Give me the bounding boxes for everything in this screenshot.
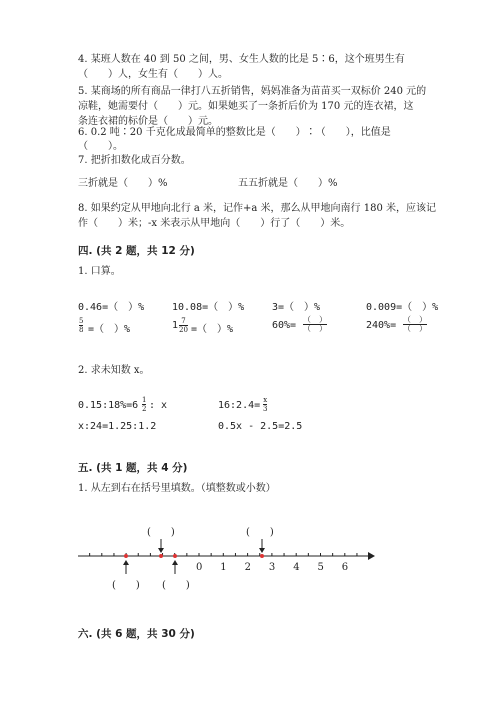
eq-2-fraction: x 3 <box>263 396 268 413</box>
eq-1-fraction: 1 2 <box>142 396 147 413</box>
eq-4: 0.5x - 2.5=2.5 <box>218 421 303 432</box>
tick-label: 1 <box>220 562 227 573</box>
q5-line2: 凉鞋，她需要付（ ）元。如果她买了一条折后价为 170 元的连衣裙，这 <box>78 101 414 112</box>
calc-r2c4-blank-fraction: （ ） （ ） <box>403 315 427 333</box>
tick-label: 0 <box>196 562 203 573</box>
eq-3: x:24=1.25:1.2 <box>78 421 157 432</box>
arrow-down-2-head <box>259 548 265 553</box>
calc-r1c2: 10.08=（ ）% <box>172 302 245 313</box>
fraction-denominator: 8 <box>79 326 84 334</box>
q4-line2: （ ）人，女生有（ ）人。 <box>78 69 228 80</box>
number-line-arrowhead <box>368 552 375 560</box>
calc-r2c1: =（ ）% <box>88 324 131 335</box>
q5-line3: 条连衣裙的标价是（ ）元。 <box>78 116 218 127</box>
fraction-denominator: 20 <box>179 326 188 334</box>
fraction-numerator: 5 <box>79 317 84 325</box>
tick-label: 5 <box>317 562 324 573</box>
eq-1b: : x <box>149 400 168 411</box>
q7-item-b: 五五折就是（ ）% <box>238 178 338 189</box>
tick-label: 4 <box>293 562 300 573</box>
section-6-heading: 六. (共 6 题，共 30 分) <box>78 628 195 640</box>
numberline-blank-top-2: ( ) <box>246 527 274 538</box>
calc-r1c4: 0.009=（ ）% <box>366 302 439 313</box>
q4-line1: 4. 某班人数在 40 到 50 之间，男、女生人数的比是 5∶6，这个班男生有 <box>78 54 405 65</box>
numberline-blank-bottom-1: ( ) <box>112 580 140 591</box>
tick-label: 2 <box>244 562 251 573</box>
s5-q1-title: 1. 从左到右在括号里填数。（填整数或小数） <box>78 483 276 494</box>
number-line-point <box>159 554 163 558</box>
fraction-numerator: 7 <box>181 317 186 325</box>
section-5-heading: 五. (共 1 题，共 4 分) <box>78 462 188 474</box>
q8-line1: 8. 如果约定从甲地向北行 a 米，记作+a 米，那么从甲地向南行 180 米，应该记 <box>78 203 437 214</box>
q6-line2: （ ）。 <box>78 141 123 152</box>
arrow-up-1-head <box>123 560 129 565</box>
arrow-up-2-head <box>172 560 178 565</box>
section-4-heading: 四. (共 2 题，共 12 分) <box>78 245 195 257</box>
calc-r2c4: 240%= <box>366 320 397 331</box>
numberline-blank-top-1: ( ) <box>147 527 175 538</box>
tick-label: 6 <box>341 562 349 573</box>
s4-q2-title: 2. 求未知数 x。 <box>78 365 150 376</box>
calc-r1c1: 0.46=（ ）% <box>78 302 145 313</box>
arrow-down-1-head <box>158 548 164 553</box>
eq-1a: 0.15:18%=6 <box>78 400 139 411</box>
number-line-point <box>260 554 264 558</box>
s4-q1-title: 1. 口算。 <box>78 266 121 277</box>
calc-r2c2: =（ ）% <box>191 324 234 335</box>
q8-line2: 作（ ）米；-x 米表示从甲地向（ ）行了（ ）米。 <box>78 218 351 229</box>
eq-2a: 16:2.4= <box>218 400 261 411</box>
q7-item-a: 三折就是（ ）% <box>78 178 168 189</box>
numberline-blank-bottom-2: ( ) <box>162 580 190 591</box>
number-line-point <box>124 554 128 558</box>
calc-r2c3: 60%= <box>272 320 297 331</box>
calc-r1c3: 3=（ ）% <box>272 302 321 313</box>
q5-line1: 5. 某商场的所有商品一律打八五折销售，妈妈准备为苗苗买一双标价 240 元的 <box>78 86 427 97</box>
calc-r2c2-whole: 1 <box>172 320 179 331</box>
number-line-point <box>173 554 177 558</box>
tick-label: 3 <box>268 562 276 573</box>
calc-r2c3-blank-fraction: （ ） （ ） <box>303 315 327 333</box>
q6-line1: 6. 0.2 吨∶20 千克化成最简单的整数比是（ ）∶（ ），比值是 <box>78 127 391 138</box>
q7-title: 7. 把折扣数化成百分数。 <box>78 155 191 166</box>
